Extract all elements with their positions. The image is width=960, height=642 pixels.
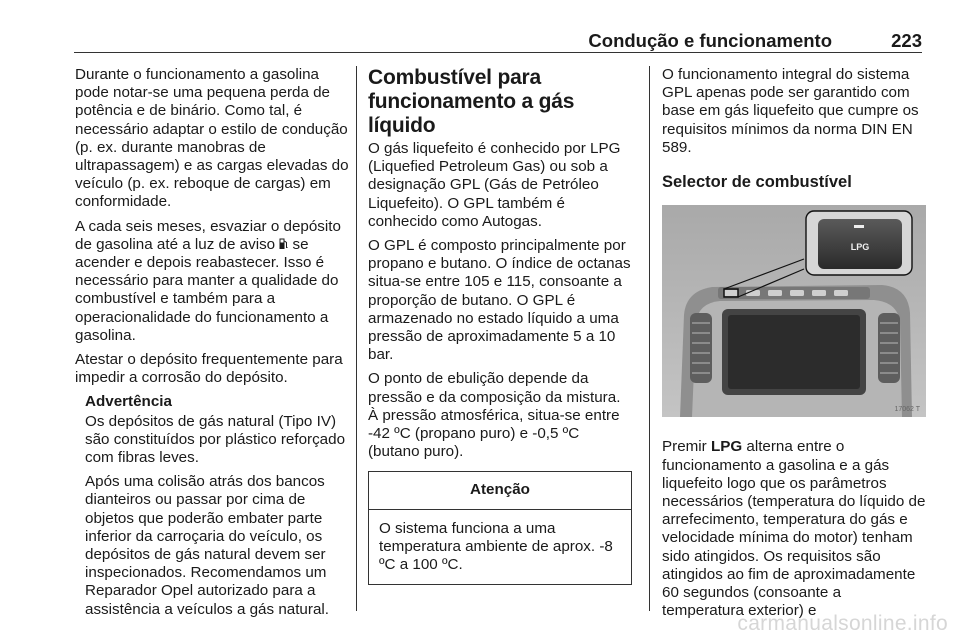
- paragraph-lpg-composition: O GPL é composto principalmente por propano e butano. O índice de octanas situa-se entre 105 e 115, consoante a proporção de butano. O GPL é armazenado no estado líquido a uma pressão de aproximadamente 5 a 10 bar.: [368, 237, 631, 364]
- warning-paragraph-inspection: Após uma colisão atrás dos bancos dianteiros ou passar por cima de objetos que poderão embater parte inferior da carroçaria do veículo, os depósitos de gás natural devem ser inspecionados. Recomendamos um Reparador Opel autorizado para a assistência a veículos a gás natural.: [85, 473, 329, 618]
- warning-box: [85, 393, 349, 618]
- figure-id: 17062 T: [894, 406, 920, 414]
- page-header: [74, 30, 922, 52]
- section-title: Condução e funcionamento: [588, 30, 832, 51]
- column-2: [368, 66, 632, 585]
- column-divider-1: [356, 66, 357, 611]
- column-1: [75, 66, 349, 625]
- paragraph-text: alterna entre o funcionamento a gasolina e a gás liquefeito logo que os parâmetros necessários (temperatura do líquido de arrefecimento, temperatura do gás e velocidade mínima do motor) tenham sido atingidos. Os requisitos são atingidos ao fim de aproximadamente 60 segundos (consoante a temperatura exterior) e: [662, 438, 926, 620]
- paragraph-lpg-definition: O gás liquefeito é conhecido por LPG (Liquefied Petroleum Gas) ou sob a designação GPL (Gás de Petróleo Liquefeito). O GPL também é conhecido como Autogas.: [368, 140, 621, 230]
- fuel-selector-illustration: [662, 205, 926, 417]
- watermark: carmanualsonline.info: [737, 612, 948, 635]
- paragraph-lpg-standard: O funcionamento integral do sistema GPL apenas pode ser garantido com base em gás liquefeito que cumpre os requisitos mínimos da norma DIN EN 589.: [662, 66, 919, 156]
- paragraph-gasoline-operation: Durante o funcionamento a gasolina pode notar-se uma pequena perda de potência e de binário. Como tal, é necessário adaptar o estilo de condução (p. ex. durante manobras de ultrapassagem) e as cargas elevadas do veículo (p. ex. reboque de cargas) em conformidade.: [75, 66, 349, 211]
- column-divider-2: [649, 66, 650, 611]
- paragraph-text: A cada seis meses, esvaziar o depósito de gasolina até a luz de aviso: [75, 217, 341, 253]
- lpg-button-label: LPG: [850, 242, 870, 253]
- paragraph-text: Premir: [662, 438, 711, 456]
- warning-paragraph-tanks: Os depósitos de gás natural (Tipo IV) são constituídos por plástico reforçado com fibras leves.: [85, 412, 346, 467]
- lpg-button-reference: LPG: [710, 438, 743, 456]
- page-number: 223: [891, 30, 922, 51]
- header-divider: [74, 52, 922, 53]
- warning-title: Advertência: [85, 393, 172, 411]
- notice-title: Atenção: [369, 472, 631, 509]
- paragraph-text: se acender e depois reabastecer. Isso é necessário para manter a qualidade do combustível e também para a operacionalidade do funcionamento a gasolina.: [75, 235, 339, 344]
- section-heading-lpg: Combustível para funcionamento a gás líquido: [368, 66, 575, 137]
- paragraph-refuel: Atestar o depósito frequentemente para impedir a corrosão do depósito.: [75, 351, 343, 387]
- notice-box: [368, 471, 632, 585]
- paragraph-empty-tank: [75, 218, 349, 345]
- paragraph-boiling-point: O ponto de ebulição depende da pressão e da composição da mistura. À pressão atmosférica, situa-se entre -42 ºC (propano puro) e -0,5 ºC (butano puro).: [368, 370, 621, 461]
- paragraph-lpg-switch: [662, 438, 926, 620]
- fuel-pump-icon: [279, 238, 288, 250]
- column-3: [662, 66, 926, 626]
- notice-body: O sistema funciona a uma temperatura ambiente de aprox. -8 ºC a 100 ºC.: [379, 519, 613, 574]
- subheading-fuel-selector: Selector de combustível: [662, 173, 852, 192]
